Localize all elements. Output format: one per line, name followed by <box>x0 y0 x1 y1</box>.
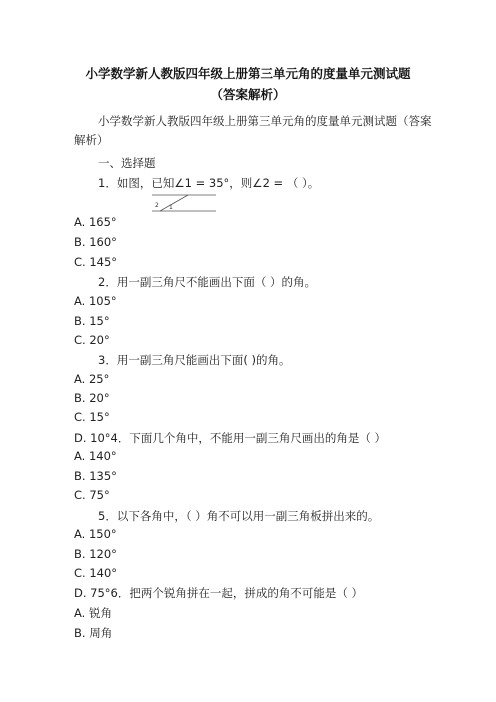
figure-transversal <box>160 195 188 211</box>
q2-option-b: B. 15° <box>74 314 110 328</box>
angle-2-label: 2 <box>155 202 159 209</box>
question-5: 5．以下各角中，（ ）角不可以用一副三角板拼出来的。 <box>98 509 380 523</box>
q2-option-a: A. 105° <box>74 294 117 308</box>
q3-option-c: C. 15° <box>74 410 110 424</box>
angle-1-label: 1 <box>169 204 173 211</box>
q1-option-c: C. 145° <box>74 255 118 269</box>
q4-option-b: B. 135° <box>74 469 117 483</box>
q4-option-a: A. 140° <box>74 449 117 463</box>
question-3: 3．用一副三角尺能画出下面( )的角。 <box>98 353 291 367</box>
q5-option-b: B. 120° <box>74 547 117 561</box>
question-2: 2．用一副三角尺不能画出下面（ ）的角。 <box>98 275 316 289</box>
document-title: 小学数学新人教版四年级上册第三单元角的度量单元测试题 <box>85 66 411 81</box>
q3-option-a: A. 25° <box>74 372 110 386</box>
q1-option-a: A. 165° <box>74 215 117 229</box>
question-1: 1．如图，已知∠1 = 35°，则∠2 = （ ）。 <box>98 176 320 190</box>
q3-option-b: B. 20° <box>74 391 110 405</box>
q6-option-b: B. 周角 <box>74 626 113 640</box>
question-4: D. 10°4．下面几个角中，不能用一副三角尺画出的角是（ ） <box>74 431 387 445</box>
document-subtitle: （答案解析） <box>210 87 286 102</box>
q1-option-b: B. 160° <box>74 235 117 249</box>
intro-paragraph: 小学数学新人教版四年级上册第三单元角的度量单元测试题（答案解析） <box>74 114 432 147</box>
q2-option-c: C. 20° <box>74 333 110 347</box>
q6-option-a: A. 锐角 <box>74 606 112 620</box>
q5-option-a: A. 150° <box>74 527 117 541</box>
question-6: D. 75°6．把两个锐角拼在一起，拼成的角不可能是（ ） <box>74 586 364 600</box>
section-heading: 一、选择题 <box>98 156 156 170</box>
q5-option-c: C. 140° <box>74 566 118 580</box>
angle-figure <box>152 194 218 214</box>
q4-option-c: C. 75° <box>74 488 110 502</box>
